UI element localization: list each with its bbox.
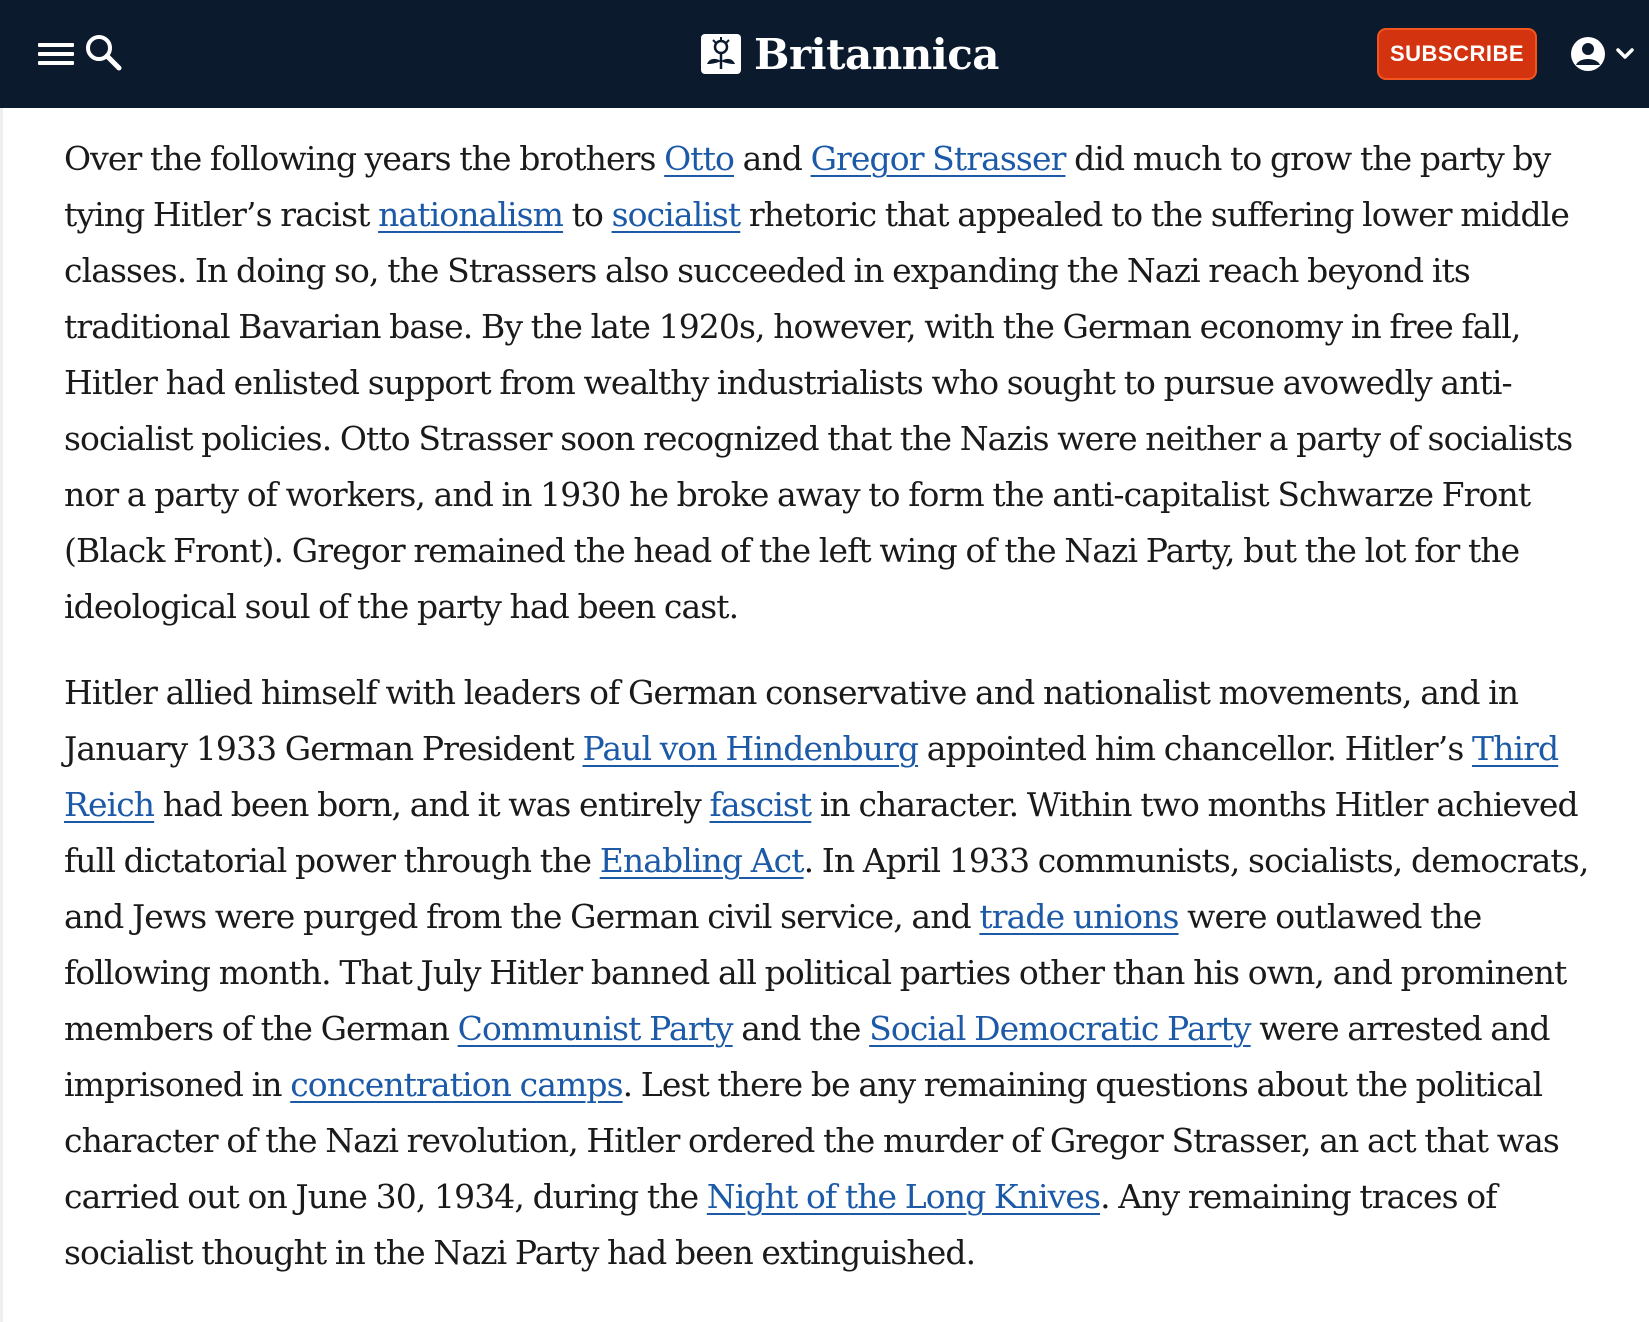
text-run: Hitler allied himself with leaders of German conservative and nationalist movements, and in January 1933 German President [64,673,1519,768]
link-otto[interactable]: Otto [664,139,735,178]
text-run: . In April 1933 communists, socialists, democrats, and Jews were purged from the German civil service, and [64,841,1589,936]
hamburger-menu-icon[interactable] [38,38,78,70]
text-run: to [563,195,612,234]
link-paul-von-hindenburg[interactable]: Paul von Hindenburg [582,729,919,768]
britannica-logo[interactable] [700,26,999,82]
menu-line [38,52,74,56]
text-run: were outlawed the following month. That July Hitler banned all political parties other than his own, and prominent members of the German [64,897,1567,1048]
link-concentration-camps[interactable]: concentration camps [290,1065,623,1104]
text-run: and the [732,1009,870,1048]
account-menu[interactable] [1568,34,1644,74]
article-paragraph-2 [64,665,1604,1281]
link-social-democratic-party[interactable]: Social Democratic Party [869,1009,1251,1048]
text-run: had been born, and it was entirely [154,785,710,824]
menu-line [38,61,74,65]
search-icon[interactable] [84,33,124,73]
subscribe-button[interactable]: SUBSCRIBE [1377,28,1537,80]
text-run: Over the following years the brothers [64,139,665,178]
text-run: in character. Within two months Hitler achieved full dictatorial power through the [64,785,1578,880]
link-night-of-the-long-knives[interactable]: Night of the Long Knives [706,1177,1101,1216]
top-navigation-bar [0,0,1649,108]
text-run: . Lest there be any remaining questions about the political character of the Nazi revolution, Hitler ordered the murder of Gregor Strasser, an act that was carried out on June 30, 1934, during the [64,1065,1559,1216]
link-enabling-act[interactable]: Enabling Act [599,841,804,880]
link-socialist[interactable]: socialist [611,195,741,234]
link-communist-party[interactable]: Communist Party [457,1009,733,1048]
link-third-reich[interactable]: Third Reich [64,729,1559,824]
text-run: appointed him chancellor. Hitler’s [918,729,1472,768]
menu-line [38,43,74,47]
link-trade-unions[interactable]: trade unions [979,897,1179,936]
text-run: did much to grow the party by tying Hitler’s racist [64,139,1551,234]
text-run: were arrested and imprisoned in [64,1009,1550,1104]
link-nationalism[interactable]: nationalism [378,195,564,234]
britannica-thistle-logo-icon [700,33,742,75]
text-run: and [734,139,811,178]
search-icon-graphic [84,33,124,73]
text-run: rhetoric that appealed to the suffering lower middle classes. In doing so, the Strassers also succeeded in expanding the Nazi reach beyond its traditional Bavarian base. By the late 1920s, however, with the German economy in free fall, Hitler had enlisted support from wealthy industrialists who sought to pursue avowedly anti-socialist policies. Otto Strasser soon recognized that the Nazis were neither a party of socialists nor a party of workers, and in 1930 he broke away to form the anti-capitalist Schwarze Front (Black Front). Gregor remained the head of the left wing of the Nazi Party, but the lot for the ideological soul of the party had been cast. [64,195,1573,626]
article-paragraph-1 [64,131,1604,635]
link-gregor-strasser[interactable]: Gregor Strasser [810,139,1066,178]
brand-name: Britannica [754,29,1000,79]
link-fascist[interactable]: fascist [709,785,812,824]
chevron-down-icon [1618,50,1632,57]
content-border [0,108,3,1322]
article-body [64,131,1604,1281]
user-circle-icon [1568,34,1644,74]
text-run: . Any remaining traces of socialist thought in the Nazi Party had been extinguished. [64,1177,1497,1272]
